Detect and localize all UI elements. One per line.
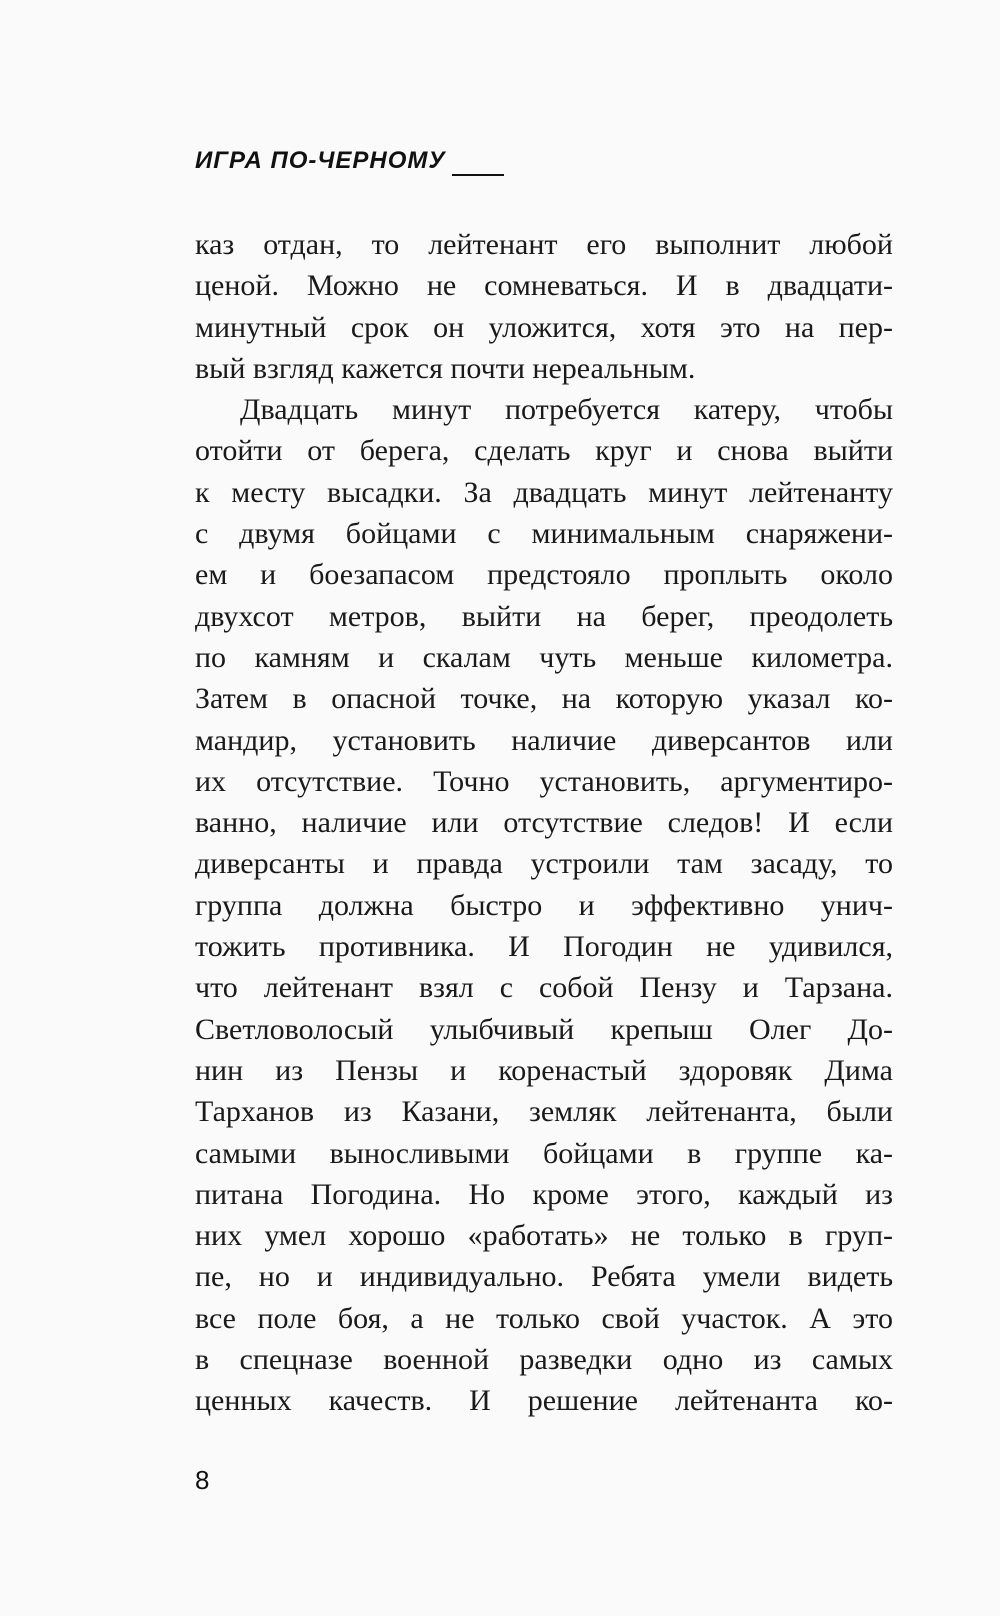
text-line: все поле боя, а не только свой участок. А это xyxy=(195,1301,893,1335)
text-line: мандир, установить наличие диверсантов или xyxy=(195,723,893,757)
text-line: двухсот метров, выйти на берег, преодолеть xyxy=(195,599,893,633)
text-line: минутный срок он уложится, хотя это на пер- xyxy=(195,310,893,344)
text-line: Тарханов из Казани, земляк лейтенанта, были xyxy=(195,1095,893,1129)
text-line: в спецназе военной разведки одно из самых xyxy=(195,1343,893,1377)
running-head-title: ИГРА ПО-ЧЕРНОМУ xyxy=(195,147,446,174)
text-line: Двадцать минут потребуется катеру, чтобы xyxy=(240,393,893,427)
text-line: самыми выносливыми бойцами в группе ка- xyxy=(195,1136,893,1170)
text-line: тожить противника. И Погодин не удивился, xyxy=(195,930,893,964)
running-head-rule xyxy=(452,174,504,176)
text-line: диверсанты и правда устроили там засаду, то xyxy=(195,847,893,881)
text-line: что лейтенант взял с собой Пензу и Тарзана. xyxy=(195,971,893,1005)
text-line: вый взгляд кажется почти нереальным. xyxy=(195,351,696,385)
text-line: нин из Пензы и коренастый здоровяк Дима xyxy=(195,1053,893,1087)
text-line: по камням и скалам чуть меньше километра. xyxy=(195,640,893,674)
text-line: ванно, наличие или отсутствие следов! И если xyxy=(195,806,893,840)
text-line: к месту высадки. За двадцать минут лейтенанту xyxy=(195,475,893,509)
text-line: каз отдан, то лейтенант его выполнит любой xyxy=(195,228,893,261)
text-line: них умел хорошо «работать» не только в груп- xyxy=(195,1219,893,1253)
text-line: их отсутствие. Точно установить, аргументиро- xyxy=(195,764,893,798)
text-line: Светловолосый улыбчивый крепыш Олег До- xyxy=(195,1012,893,1046)
text-line: питана Погодина. Но кроме этого, каждый из xyxy=(195,1177,893,1211)
text-line: отойти от берега, сделать круг и снова выйти xyxy=(195,434,893,468)
text-line: ценой. Можно не сомневаться. И в двадцати- xyxy=(195,269,893,303)
text-line: пе, но и индивидуально. Ребята умели видеть xyxy=(195,1260,893,1294)
text-line: ем и боезапасом предстояло проплыть около xyxy=(195,558,893,592)
text-line: Затем в опасной точке, на которую указал ко- xyxy=(195,682,893,716)
text-line: ценных качеств. И решение лейтенанта ко- xyxy=(195,1384,893,1418)
body-text xyxy=(195,224,893,1422)
page-number: 8 xyxy=(195,1465,210,1495)
text-line: с двумя бойцами с минимальным снаряжени- xyxy=(195,517,893,551)
text-line: группа должна быстро и эффективно унич- xyxy=(195,888,893,922)
